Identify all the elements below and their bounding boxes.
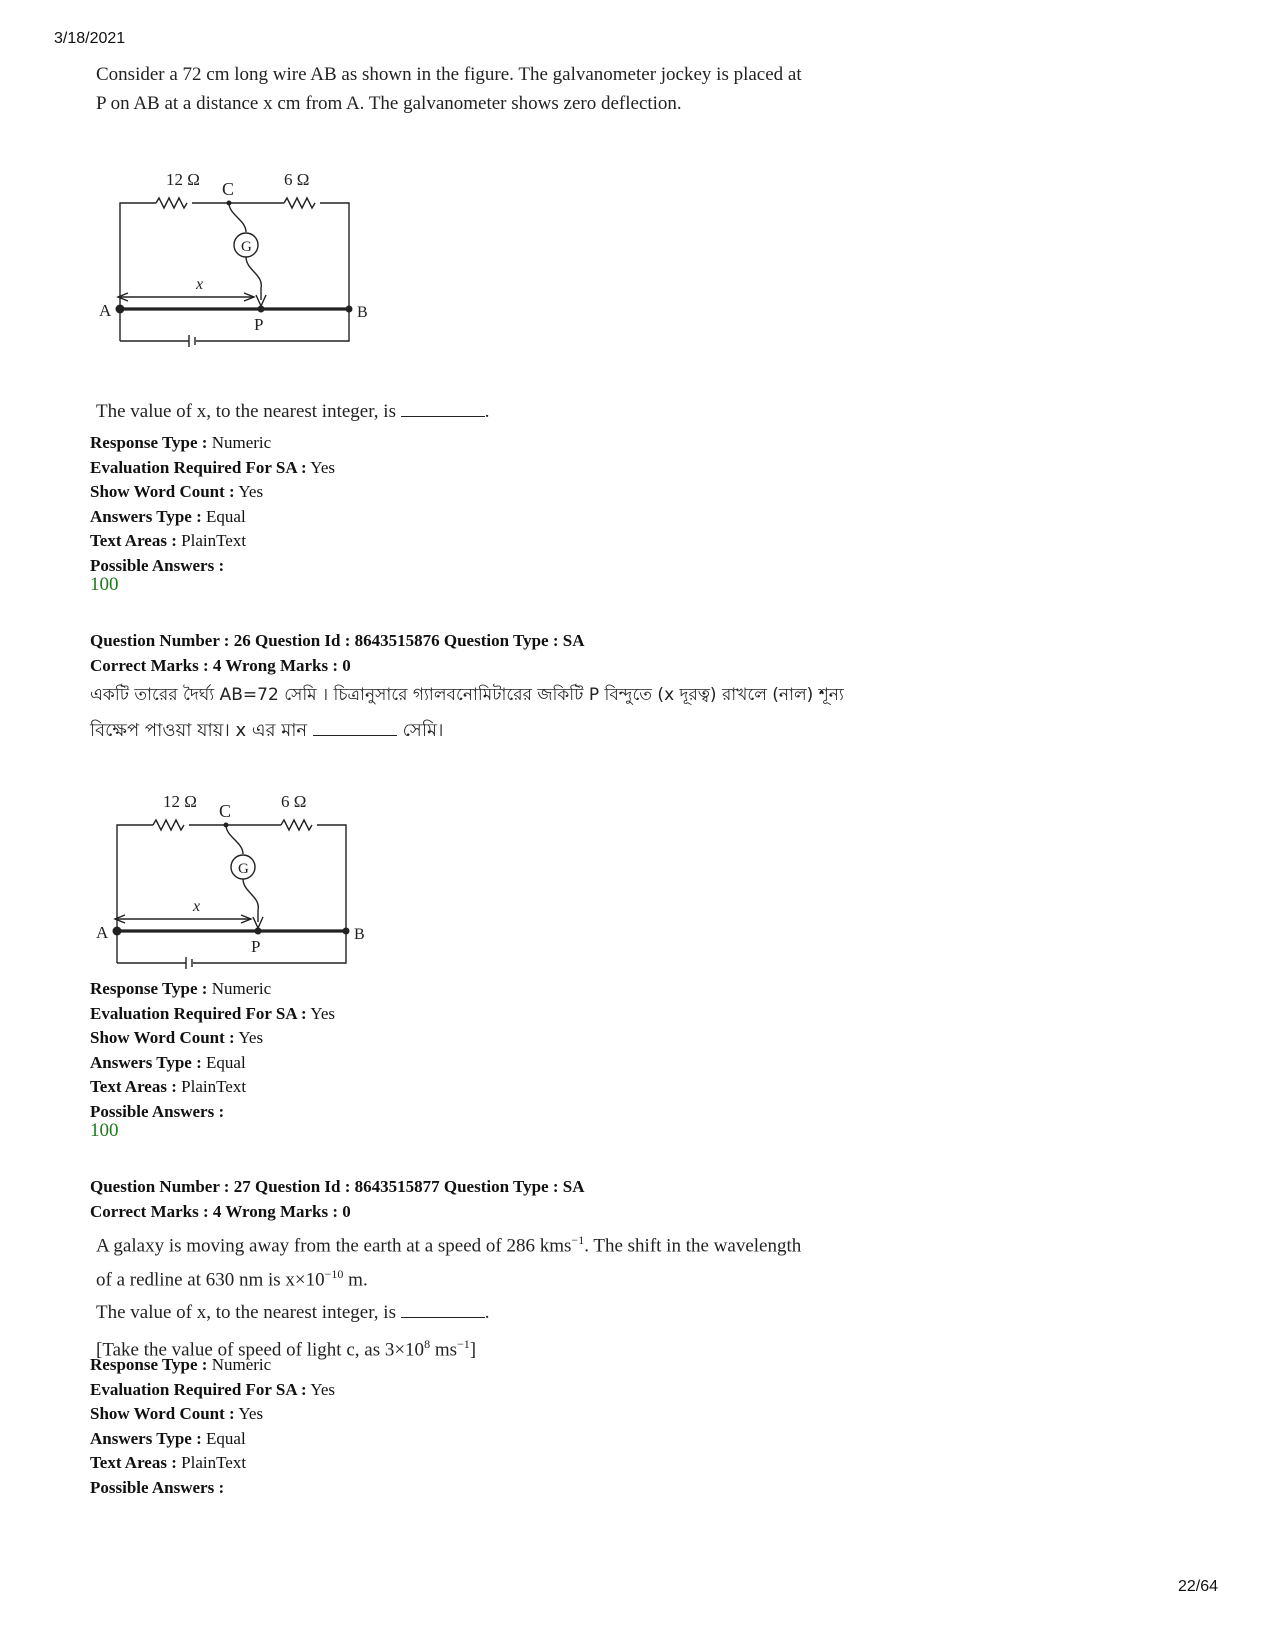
q26-stem-line2 xyxy=(90,713,890,749)
label-p: P xyxy=(251,937,261,956)
q27-stem xyxy=(96,1226,916,1364)
label-c: C xyxy=(219,801,232,821)
label-c: C xyxy=(222,179,235,199)
q27-line4-sup2: −1 xyxy=(457,1336,470,1351)
q27-header-line1: Question Number : 27 Question Id : 8643515877 Question Type : SA xyxy=(90,1177,585,1196)
text-areas-value: PlainText xyxy=(181,1453,247,1472)
q26-stem-line2-text: বিক্ষেপ পাওয়া যায়। x এর মান xyxy=(90,720,308,741)
q27-line4-sup1: 8 xyxy=(424,1336,431,1351)
label-a: A xyxy=(99,301,112,320)
q27-line1-end: . The shift in the wavelength xyxy=(584,1235,802,1257)
label-p: P xyxy=(254,315,264,334)
answers-type-label: Answers Type : xyxy=(90,1428,202,1448)
text-areas-value: PlainText xyxy=(181,531,247,550)
q27-header xyxy=(90,1174,584,1224)
label-x: x xyxy=(196,276,204,293)
evaluation-label: Evaluation Required For SA : xyxy=(90,1003,307,1023)
text-areas-label: Text Areas : xyxy=(90,531,177,550)
answers-type-value: Equal xyxy=(206,506,246,526)
label-g: G xyxy=(238,861,249,877)
q26-header-line2: Correct Marks : 4 Wrong Marks : 0 xyxy=(90,656,351,675)
q27-line4-end: ] xyxy=(469,1338,477,1360)
label-a: A xyxy=(96,923,109,942)
answer-blank xyxy=(401,400,485,417)
label-12-ohm: 12 Ω xyxy=(163,792,197,811)
possible-answers-label: Possible Answers : xyxy=(90,1101,225,1121)
response-type-label: Response Type : xyxy=(90,979,208,998)
label-x: x xyxy=(193,898,201,915)
q27-line2-end: m. xyxy=(343,1269,368,1291)
page-number: 22/64 xyxy=(1178,1578,1219,1595)
q27-stem-line2 xyxy=(96,1260,916,1294)
q27-line1-sup: −1 xyxy=(571,1233,585,1247)
word-count-label: Show Word Count : xyxy=(90,1028,235,1047)
evaluation-label: Evaluation Required For SA : xyxy=(90,457,307,477)
q27-line2-sup: −10 xyxy=(324,1267,344,1282)
label-b: B xyxy=(357,304,368,321)
response-type-value: Numeric xyxy=(211,433,272,452)
word-count-label: Show Word Count : xyxy=(90,482,235,501)
answers-type-value: Equal xyxy=(206,1052,246,1072)
circuit-diagram xyxy=(115,820,346,969)
label-g: G xyxy=(241,239,252,255)
response-type-label: Response Type : xyxy=(90,433,208,452)
q25-stem-line2: P on AB at a distance x cm from A. The galvanometer shows zero deflection. xyxy=(96,93,682,114)
text-areas-label: Text Areas : xyxy=(90,1077,177,1096)
possible-answers-label: Possible Answers : xyxy=(90,1477,225,1497)
answers-type-value: Equal xyxy=(206,1428,246,1448)
answer-blank xyxy=(313,719,397,736)
response-type-label: Response Type : xyxy=(90,1355,208,1374)
q26-header-line1: Question Number : 26 Question Id : 8643515876 Question Type : SA xyxy=(90,631,585,650)
label-12-ohm: 12 Ω xyxy=(166,170,200,189)
q27-line1-text: A galaxy is moving away from the earth at a speed of 286 kms xyxy=(96,1235,572,1257)
response-type-value: Numeric xyxy=(211,979,272,998)
q25-answer: 100 xyxy=(90,574,119,595)
q25-question-line: The value of x, to the nearest integer, is . xyxy=(96,401,490,422)
word-count-value: Yes xyxy=(238,482,264,501)
q27-line4-text: [Take the value of speed of light c, as 3×10 xyxy=(96,1338,425,1360)
circuit-figure-1 xyxy=(96,160,386,355)
q27-meta xyxy=(90,1353,335,1500)
q25-stem xyxy=(96,60,896,118)
text-areas-value: PlainText xyxy=(181,1077,247,1096)
q26-stem-line1: একটি তারের দৈর্ঘ্য AB=72 সেমি । চিত্রানুসারে গ্যালবনোমিটারের জকিটি P বিন্দুতে (x দূরত্ব) রাখলে (নাল) শূন্য xyxy=(90,685,844,705)
word-count-label: Show Word Count : xyxy=(90,1404,235,1423)
circuit-diagram xyxy=(118,198,349,347)
answers-type-label: Answers Type : xyxy=(90,506,202,526)
label-b: B xyxy=(354,926,365,943)
q27-header-line2: Correct Marks : 4 Wrong Marks : 0 xyxy=(90,1202,351,1221)
label-6-ohm: 6 Ω xyxy=(281,792,307,811)
circuit-figure-2 xyxy=(93,782,383,977)
answer-blank xyxy=(401,1301,485,1318)
q25-stem-line1: Consider a 72 cm long wire AB as shown in the figure. The galvanometer jockey is placed at xyxy=(96,64,802,85)
q25-question-text: The value of x, to the nearest integer, is xyxy=(96,401,396,422)
q27-line3-text: The value of x, to the nearest integer, is xyxy=(96,1301,396,1323)
evaluation-value: Yes xyxy=(310,1003,336,1023)
q26-meta xyxy=(90,977,335,1124)
evaluation-label: Evaluation Required For SA : xyxy=(90,1379,307,1399)
q27-line2-text: of a redline at 630 nm is x×10 xyxy=(96,1269,325,1291)
possible-answers-label: Possible Answers : xyxy=(90,555,225,575)
answers-type-label: Answers Type : xyxy=(90,1052,202,1072)
q26-answer: 100 xyxy=(90,1120,119,1141)
text-areas-label: Text Areas : xyxy=(90,1453,177,1472)
word-count-value: Yes xyxy=(238,1404,264,1423)
response-type-value: Numeric xyxy=(211,1355,272,1374)
q26-stem xyxy=(90,677,890,749)
resistor-6 xyxy=(284,198,315,208)
q26-header xyxy=(90,628,584,678)
q25-meta xyxy=(90,431,335,578)
q27-stem-line1 xyxy=(96,1226,916,1260)
label-6-ohm: 6 Ω xyxy=(284,170,310,189)
print-date: 3/18/2021 xyxy=(54,30,126,47)
evaluation-value: Yes xyxy=(310,457,336,477)
resistor-12 xyxy=(156,198,187,208)
q27-stem-line3: The value of x, to the nearest integer, is . xyxy=(96,1301,490,1323)
evaluation-value: Yes xyxy=(310,1379,336,1399)
word-count-value: Yes xyxy=(238,1028,264,1047)
q27-line4-mid: ms xyxy=(430,1338,457,1360)
q26-stem-line2-unit: সেমি। xyxy=(402,720,444,741)
